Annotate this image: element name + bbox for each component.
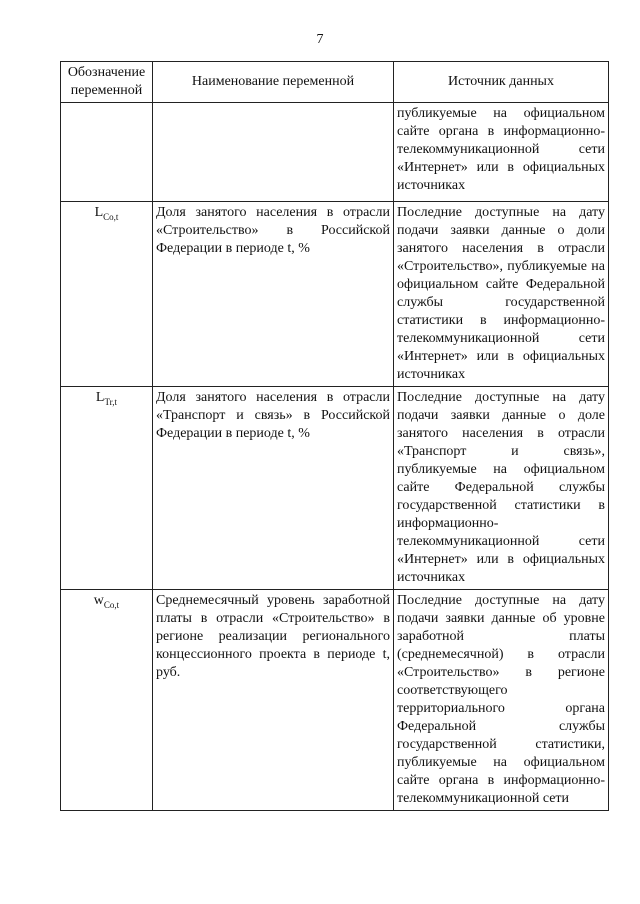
header-designation: Обозначение переменной — [61, 62, 153, 103]
header-source: Источник данных — [394, 62, 609, 103]
variable-code-main: L — [94, 205, 104, 220]
variables-table — [60, 61, 609, 811]
variable-source: Последние доступные на дату подачи заявки данные о доли занятого населения в отрасли «Строительство», публикуемые на официальном сайте Федеральной службы государственной статистики в информационно-телекоммуникационной сети «Интернет» или в официальных источниках — [394, 202, 609, 387]
variable-source: Последние доступные на дату подачи заявки данные о доле занятого населения в отрасли «Транспорт и связь», публикуемые на официальном сайте Федеральной службы государственной статистики в информационно-телекоммуникационной сети «Интернет» или в официальных источниках — [394, 387, 609, 590]
page-number: 7 — [316, 32, 324, 47]
variable-code-sub: Co,t — [103, 599, 120, 610]
variable-source: публикуемые на официальном сайте органа в информационно-телекоммуникационной сети «Интернет» или в официальных источниках — [394, 103, 609, 202]
variable-code-main: L — [95, 390, 105, 405]
variable-name — [153, 103, 394, 202]
header-name: Наименование переменной — [153, 62, 394, 103]
table-row — [61, 387, 609, 590]
variable-code — [61, 103, 153, 202]
variable-name: Доля занятого населения в отрасли «Транспорт и связь» в Российской Федерации в периоде t, % — [153, 387, 394, 590]
table-header-row — [61, 62, 609, 103]
variable-code — [61, 202, 153, 387]
variable-code-main: w — [93, 593, 104, 608]
variable-name: Среднемесячный уровень заработной платы в отрасли «Строительство» в регионе реализации регионального концессионного проекта в периоде t, руб. — [153, 590, 394, 811]
table-row — [61, 103, 609, 202]
table-row — [61, 590, 609, 811]
variable-source: Последние доступные на дату подачи заявки данные об уровне заработной платы (среднемесячной) в отрасли «Строительство» в регионе соответствующего территориального органа Федеральной службы государственной статистики, публикуемые на официальном сайте органа в информационно-телекоммуникационной сети — [394, 590, 609, 811]
variable-code — [61, 387, 153, 590]
variable-code-sub: Co,t — [103, 211, 119, 222]
variable-name: Доля занятого населения в отрасли «Строительство» в Российской Федерации в периоде t, % — [153, 202, 394, 387]
variable-code-sub: Tr,t — [104, 396, 118, 407]
variable-code — [61, 590, 153, 811]
table-row — [61, 202, 609, 387]
